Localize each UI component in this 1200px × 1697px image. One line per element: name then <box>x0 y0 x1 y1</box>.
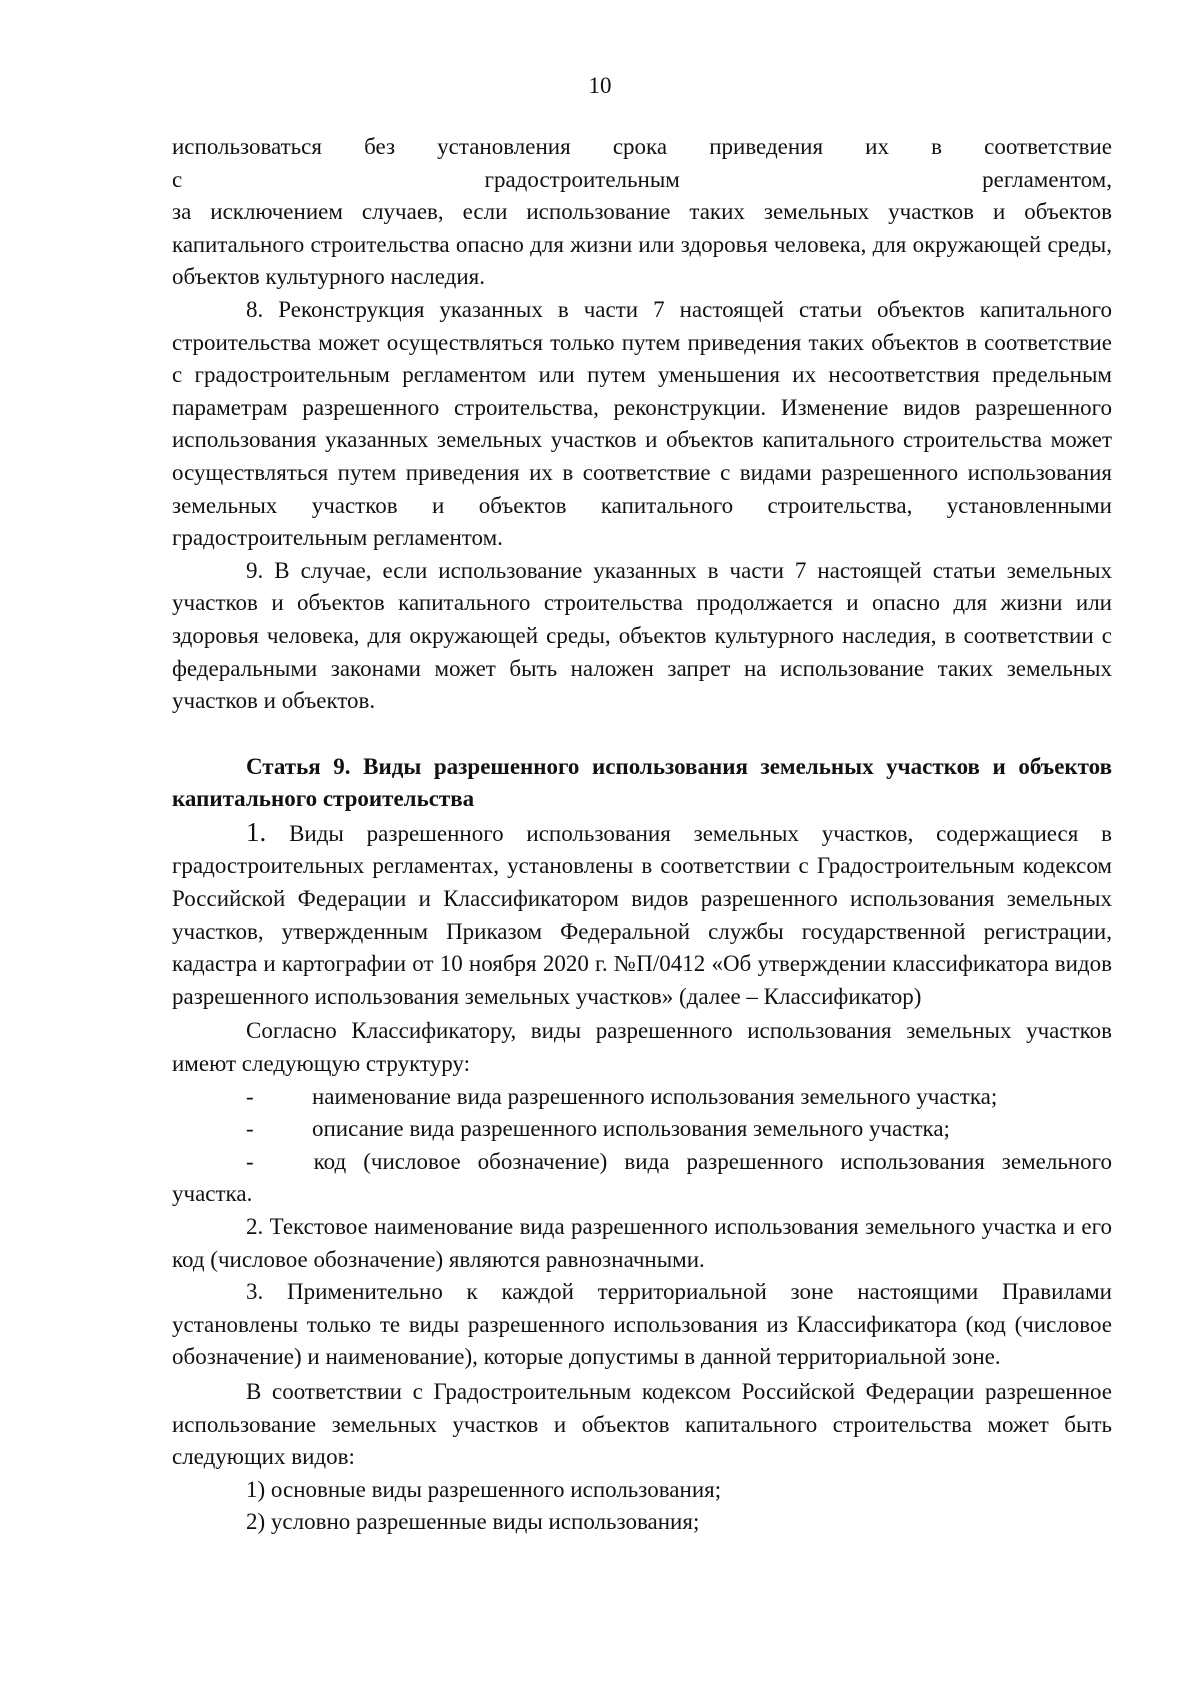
paragraph-continuation-line-2: с градостроительным регламентом, <box>172 166 1112 192</box>
page-content <box>172 131 1112 1539</box>
list-dash: - <box>246 1116 254 1142</box>
structure-item-name-text: наименование вида разрешенного использования земельного участка; <box>312 1083 998 1109</box>
paragraph-9: 9. В случае, если использование указанных в части 7 настоящей статьи земельных участков и объектов капитального строительства продолжается и опасно для жизни или здоровья человека, для окружающей среды, объектов культурного наследия, в соответствии с федеральными законами может быть наложен запрет на использование таких земельных участков и объектов. <box>172 557 1112 714</box>
structure-item-code-text: код (числовое обозначение) вида разрешенного использования земельного участка. <box>172 1148 1112 1207</box>
article-item-3: 3. Применительно к каждой территориальной зоне настоящими Правилами установлены только те виды разрешенного использования из Классификатора (код (числовое обозначение) и наименование), которые допустимы в данной территориальной зоне. <box>172 1279 1112 1370</box>
paragraph-8: 8. Реконструкция указанных в части 7 настоящей статьи объектов капитального строительства может осуществляться только путем приведения таких объектов в соответствие с градостроительным регламентом или путем уменьшения их несоответствия предельным параметрам разрешенного строительства, реконструкции. Изменение видов разрешенного использования указанных земельных участков и объектов капитального строительства может осуществляться путем приведения их в соответствие с видами разрешенного использования земельных участков и объектов капитального строительства, установленными градостроительным регламентом. <box>172 296 1112 551</box>
code-intro: В соответствии с Градостроительным кодексом Российской Федерации разрешенное использование земельных участков и объектов капитального строительства может быть следующих видов: <box>172 1378 1112 1470</box>
structure-intro: Согласно Классификатору, виды разрешенного использования земельных участков имеют следующую структуру: <box>172 1018 1112 1077</box>
article-item-2: 2. Текстовое наименование вида разрешенного использования земельного участка и его код (числовое обозначение) являются равнозначными. <box>172 1214 1112 1272</box>
article-item-1-number: 1. <box>246 816 267 847</box>
paragraph-continuation-line-1: использоваться без установления срока приведения их в соответствие <box>172 134 1112 159</box>
kind-conditional: 2) условно разрешенные виды использования; <box>246 1509 700 1535</box>
structure-item-description <box>172 1113 1112 1146</box>
structure-item-code <box>172 1146 1112 1211</box>
kind-main: 1) основные виды разрешенного использования; <box>246 1476 722 1502</box>
structure-item-name <box>172 1081 1112 1114</box>
list-dash: - <box>246 1083 254 1109</box>
page-number: 10 <box>588 73 612 98</box>
structure-item-description-text: описание вида разрешенного использования земельного участка; <box>312 1116 950 1142</box>
paragraph-continuation-rest: за исключением случаев, если использование таких земельных участков и объектов капитального строительства опасно для жизни или здоровья человека, для окружающей среды, объектов культурного наследия. <box>172 199 1112 290</box>
article-item-1 <box>172 816 1112 1014</box>
list-dash: - <box>246 1148 254 1174</box>
article-heading: Статья 9. Виды разрешенного использования земельных участков и объектов капитального строительства <box>172 753 1112 812</box>
article-item-1-text: Виды разрешенного использования земельных участков, содержащиеся в градостроительных регламентах, установлены в соответствии с Градостроительным кодексом Российской Федерации и Классификатором видов разрешенного использования земельных участков, утвержденным Приказом Федеральной службы государственной регистрации, кадастра и картографии от 10 ноября 2020 г. №П/0412 «Об утверждении классификатора видов разрешенного использования земельных участков» (далее – Классификатор) <box>172 820 1112 1009</box>
